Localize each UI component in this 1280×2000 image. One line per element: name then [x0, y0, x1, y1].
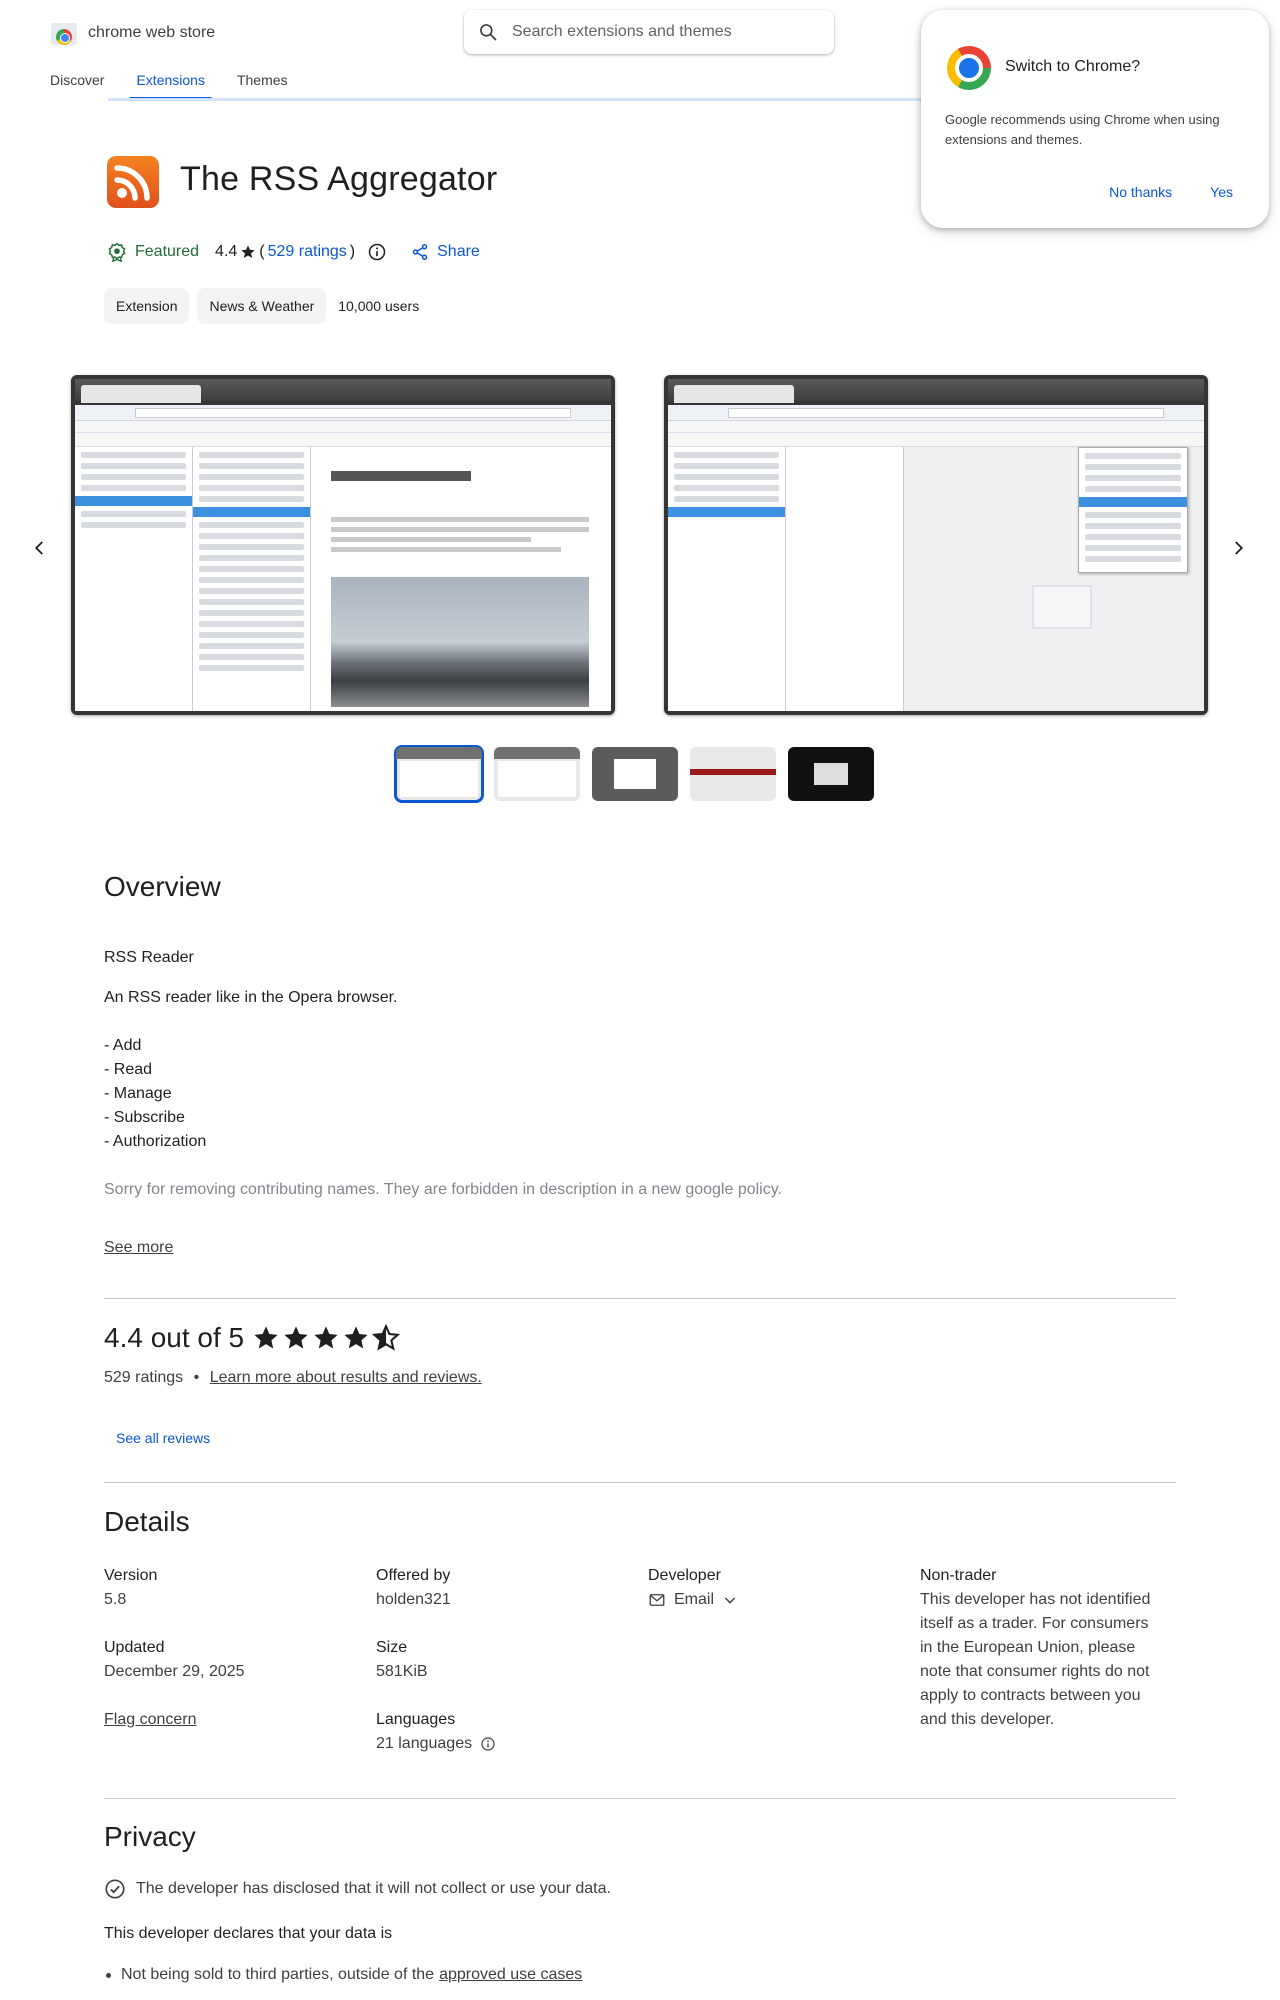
- nav-discover[interactable]: Discover: [50, 72, 105, 88]
- star-rating: [252, 1324, 400, 1352]
- featured-badge-icon: [107, 242, 127, 262]
- star-icon: [252, 1324, 280, 1352]
- privacy-item-text: Not being sold to third parties, outside of the: [121, 1966, 435, 1983]
- overview-line: - Read: [104, 1061, 153, 1078]
- main-nav: [50, 72, 320, 100]
- overview-line: - Authorization: [104, 1133, 207, 1150]
- thumbnail-5[interactable]: [788, 747, 874, 801]
- user-count: 10,000 users: [338, 298, 420, 314]
- share-icon: [411, 243, 429, 261]
- dialog-title: Switch to Chrome?: [1005, 58, 1141, 75]
- offered-by-value: holden321: [376, 1591, 451, 1608]
- share-label: Share: [437, 243, 480, 260]
- share-button[interactable]: [411, 243, 480, 261]
- ratings-link[interactable]: 529 ratings: [267, 243, 347, 260]
- rating-score: [104, 1322, 400, 1354]
- chip-extension[interactable]: Extension: [104, 288, 189, 324]
- size-label: Size: [376, 1639, 408, 1656]
- size-value: 581KiB: [376, 1663, 428, 1680]
- nav-themes[interactable]: Themes: [236, 72, 288, 88]
- search-box[interactable]: [464, 10, 834, 54]
- languages-value: 21 languages: [376, 1735, 473, 1752]
- overview-line: Sorry for removing contributing names. They are forbidden in description in a new google policy.: [104, 1181, 782, 1198]
- see-more-link[interactable]: See more: [104, 1239, 174, 1256]
- nav-extensions[interactable]: Extensions: [136, 72, 204, 100]
- overview-description: [104, 946, 1084, 1202]
- dialog-body: Google recommends using Chrome when using extensions and themes.: [945, 112, 1220, 147]
- non-trader-label: Non-trader: [920, 1567, 997, 1584]
- privacy-declaration-heading: This developer declares that your data is: [104, 1925, 393, 1942]
- details-col-version: [104, 1564, 344, 1732]
- mail-icon: [648, 1591, 666, 1609]
- flag-concern-link[interactable]: Flag concern: [104, 1711, 197, 1728]
- screenshot-1[interactable]: [71, 375, 615, 715]
- star-icon: [240, 244, 256, 260]
- carousel-prev-button[interactable]: [24, 532, 56, 564]
- featured-label: Featured: [135, 243, 200, 260]
- search-icon: [478, 22, 498, 42]
- see-all-reviews-button[interactable]: See all reviews: [116, 1430, 211, 1446]
- chevron-down-icon: [722, 1592, 738, 1608]
- carousel-next-button[interactable]: [1222, 532, 1254, 564]
- thumbnail-4[interactable]: [690, 747, 776, 801]
- category-chips: [104, 288, 419, 324]
- star-half-icon: [372, 1324, 400, 1352]
- loading-bar: [108, 98, 948, 101]
- overview-heading: Overview: [104, 871, 221, 902]
- rating-summary: [215, 243, 355, 261]
- chevron-left-icon: [31, 539, 49, 557]
- featured-badge[interactable]: [107, 242, 199, 262]
- offered-by-label: Offered by: [376, 1567, 451, 1584]
- chip-category[interactable]: News & Weather: [197, 288, 326, 324]
- approved-use-cases-link[interactable]: approved use cases: [439, 1966, 583, 1983]
- star-icon: [282, 1324, 310, 1352]
- rating-open-paren: (: [259, 243, 265, 260]
- check-circle-icon: [104, 1878, 126, 1900]
- chrome-logo-icon: [947, 46, 991, 90]
- search-input[interactable]: [512, 23, 812, 41]
- yes-button[interactable]: Yes: [1210, 184, 1233, 200]
- thumbnail-2[interactable]: [494, 747, 580, 801]
- divider: [104, 1298, 1176, 1299]
- privacy-heading: Privacy: [104, 1821, 196, 1852]
- dialog-actions: [1109, 184, 1233, 200]
- developer-email-button[interactable]: [648, 1588, 888, 1612]
- screenshot-thumbnails: [396, 747, 874, 801]
- developer-label: Developer: [648, 1567, 721, 1584]
- overview-line: - Subscribe: [104, 1109, 185, 1126]
- no-thanks-button[interactable]: No thanks: [1109, 184, 1173, 200]
- overview-line: RSS Reader: [104, 949, 194, 966]
- languages-row: [376, 1732, 616, 1756]
- updated-label: Updated: [104, 1639, 165, 1656]
- thumbnail-1[interactable]: [396, 747, 482, 801]
- languages-label: Languages: [376, 1711, 456, 1728]
- divider: [104, 1482, 1176, 1483]
- overview-line: An RSS reader like in the Opera browser.: [104, 989, 398, 1006]
- overview-line: - Add: [104, 1037, 142, 1054]
- extension-title: The RSS Aggregator: [180, 160, 498, 198]
- rating-close-paren: ): [349, 243, 356, 260]
- thumbnail-3[interactable]: [592, 747, 678, 801]
- version-value: 5.8: [104, 1591, 127, 1608]
- privacy-list-item: [104, 1966, 582, 1984]
- rating-score-text: 4.4 out of 5: [104, 1322, 245, 1353]
- switch-to-chrome-dialog: [921, 10, 1269, 228]
- star-icon: [342, 1324, 370, 1352]
- info-icon[interactable]: [480, 1736, 496, 1752]
- privacy-disclosure: [104, 1878, 611, 1900]
- star-icon: [312, 1324, 340, 1352]
- email-label: Email: [674, 1591, 715, 1608]
- extension-meta: [107, 238, 480, 266]
- privacy-disclosure-text: The developer has disclosed that it will not collect or use your data.: [136, 1880, 611, 1897]
- separator-dot: •: [193, 1369, 200, 1386]
- screenshot-2[interactable]: [664, 375, 1208, 715]
- learn-more-link[interactable]: Learn more about results and reviews.: [209, 1369, 482, 1386]
- brand-name: chrome web store: [88, 24, 216, 41]
- non-trader-text: This developer has not identified itself as a trader. For consumers in the European Union, please note that consumer rights do not apply to contracts between you and this developer.: [920, 1591, 1151, 1728]
- info-icon[interactable]: [367, 242, 387, 262]
- details-col-trader: [920, 1564, 1160, 1732]
- rss-icon: [107, 156, 159, 208]
- chevron-right-icon: [1229, 539, 1247, 557]
- rating-value: 4.4: [215, 243, 238, 260]
- rating-count: 529 ratings: [104, 1369, 184, 1386]
- rating-count-row: [104, 1369, 482, 1387]
- details-col-developer: [648, 1564, 888, 1612]
- details-col-offered: [376, 1564, 616, 1756]
- brand[interactable]: [50, 19, 215, 47]
- chrome-web-store-logo: [50, 19, 78, 47]
- version-label: Version: [104, 1567, 158, 1584]
- updated-value: December 29, 2025: [104, 1663, 245, 1680]
- bullet: [106, 1973, 111, 1978]
- details-heading: Details: [104, 1506, 190, 1537]
- divider: [104, 1798, 1176, 1799]
- overview-line: - Manage: [104, 1085, 172, 1102]
